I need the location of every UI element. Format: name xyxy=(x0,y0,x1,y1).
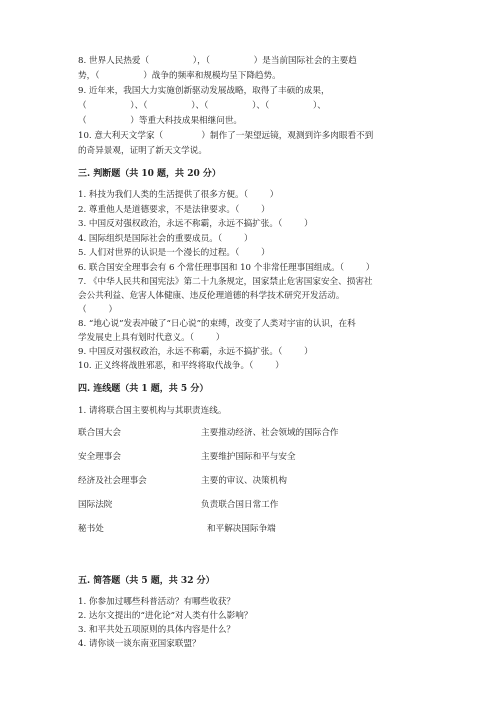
matching-right-item: 主要的审议、决策机构 xyxy=(201,476,287,486)
tf-line: 8. “地心说”发表冲破了“日心说”的束缚，改变了人类对宇宙的认识，在科 xyxy=(78,319,356,329)
tf-line: 10. 正义终将战胜邪恶，和平终将取代战争。（ ） xyxy=(78,361,284,371)
matching-right-item: 主要维护国际和平与安全 xyxy=(201,452,296,462)
short-answer-line: 2. 达尔文提出的“进化论”对人类有什么影响？ xyxy=(78,611,253,621)
section3-title: 三. 判断题（共 10 题，共 20 分） xyxy=(78,169,221,179)
q8-line1: 8. 世界人民热爱（ ），（ ）是当前国际社会的主要趋 xyxy=(78,56,357,66)
q9-line2: （ ）、（ ）、（ ）、（ ）、 xyxy=(78,101,326,111)
section5-title: 五. 简答题（共 5 题，共 32 分） xyxy=(78,576,215,586)
tf-line: 4. 国际组织是国际社会的重要成员。（ ） xyxy=(78,234,253,244)
q9-line1: 9. 近年来，我国大力实施创新驱动发展战略，取得了丰硕的成果， xyxy=(78,86,330,96)
tf-line: 7. 《中华人民共和国宪法》第二十九条规定，国家禁止危害国家安全、损害社 xyxy=(78,277,373,287)
section4-title: 四. 连线题（共 1 题，共 5 分） xyxy=(78,384,209,394)
tf-line: 5. 人们对世界的认识是一个漫长的过程。（ ） xyxy=(78,248,270,258)
tf-line: 1. 科技为我们人类的生活提供了很多方便。（ ） xyxy=(78,190,279,200)
tf-line: 2. 尊重他人是道德要求，不是法律要求。（ ） xyxy=(78,205,270,215)
tf-line: 6. 联合国安全理事会有 6 个常任理事国和 10 个非常任理事国组成。（ ） xyxy=(78,263,375,273)
short-answer-line: 1. 你参加过哪些科普活动？有哪些收获？ xyxy=(78,597,236,607)
q10-line1: 10. 意大利天文学家（ ）制作了一架望远镜，观测到许多肉眼看不到 xyxy=(78,131,374,141)
matching-left-item: 国际法院 xyxy=(78,500,113,510)
short-answer-line: 3. 和平共处五项原则的具体内容是什么？ xyxy=(78,625,236,635)
tf-line: （ ） xyxy=(78,305,118,315)
matching-right-item: 和平解决国际争端 xyxy=(207,524,276,534)
matching-right-item: 负责联合国日常工作 xyxy=(201,500,279,510)
tf-line: 学发展史上具有划时代意义。（ ） xyxy=(78,333,225,343)
short-answer-line: 4. 请你谈一谈东南亚国家联盟？ xyxy=(78,639,201,649)
tf-line: 3. 中国反对强权政治，永远不称霸，永远不搞扩张。（ ） xyxy=(78,219,313,229)
matching-left-item: 经济及社会理事会 xyxy=(78,476,147,486)
matching-right-item: 主要推动经济、社会领域的国际合作 xyxy=(201,428,339,438)
matching-question: 1. 请将联合国主要机构与其职责连线。 xyxy=(78,406,227,416)
matching-left-item: 秘书处 xyxy=(78,524,104,534)
q10-line2: 的奇异景观，证明了新天文学说。 xyxy=(78,146,207,156)
matching-left-item: 联合国大会 xyxy=(78,428,121,438)
matching-left-item: 安全理事会 xyxy=(78,452,121,462)
q8-line2: 势，（ ）战争的频率和规模均呈下降趋势。 xyxy=(78,71,281,81)
tf-line: 会公共利益、危害人体健康、违反伦理道德的科学技术研究开发活动。 xyxy=(78,291,345,301)
q9-line3: （ ）等重大科技成果相继问世。 xyxy=(78,116,243,126)
tf-line: 9. 中国反对强权政治，永远不称霸，永远不搞扩张。（ ） xyxy=(78,347,313,357)
